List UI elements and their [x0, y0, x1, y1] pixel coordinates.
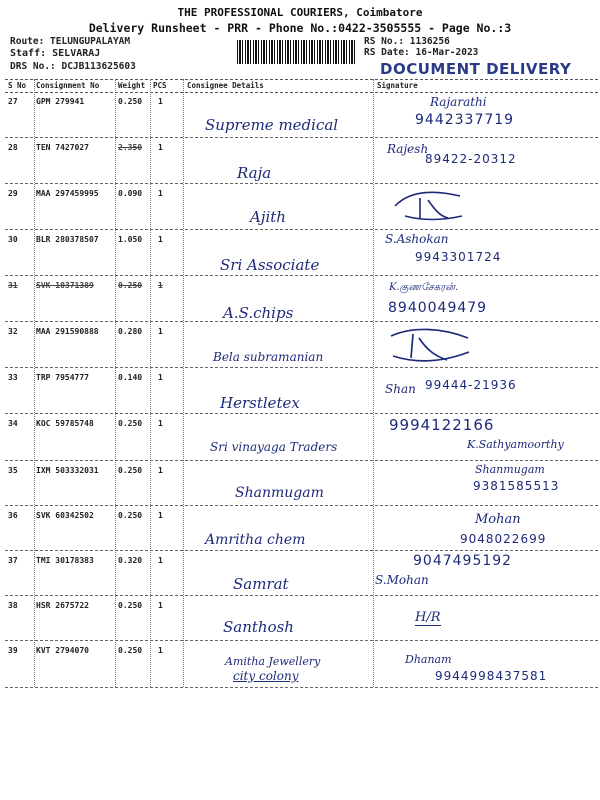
- row-consignee: Santhosh: [223, 618, 294, 636]
- row-weight: 0.280: [118, 327, 143, 336]
- row-sno: 27: [8, 97, 18, 106]
- row-signature: S.Ashokan: [385, 232, 449, 246]
- row-sno: 32: [8, 327, 18, 336]
- row-weight: 0.250: [118, 281, 143, 290]
- row-consignment: TEN 7427027: [36, 143, 89, 152]
- row-pcs: 1: [158, 601, 163, 610]
- table-row: [5, 138, 598, 184]
- row-sno: 38: [8, 601, 18, 610]
- row-consignment: BLR 280378507: [36, 235, 99, 244]
- row-pcs: 1: [158, 419, 163, 428]
- row-weight: 0.250: [118, 419, 143, 428]
- barcode: [237, 40, 355, 64]
- row-signature: H/R: [415, 610, 441, 625]
- row-consignee: Supreme medical: [205, 116, 339, 134]
- signature-scribble: [383, 326, 473, 364]
- row-sno: 37: [8, 556, 18, 565]
- row-pcs: 1: [158, 511, 163, 520]
- row-consignment: KOC 59785748: [36, 419, 94, 428]
- row-pcs: 1: [158, 97, 163, 106]
- row-phone: 8940049479: [388, 300, 488, 316]
- row-pcs: 1: [158, 189, 163, 198]
- row-consignment: IXM 503332031: [36, 466, 99, 475]
- row-sno: 28: [8, 143, 18, 152]
- row-signature: Mohan: [475, 512, 521, 527]
- row-sno: 31: [8, 281, 18, 290]
- row-pcs: 1: [158, 466, 163, 475]
- row-phone: 9943301724: [415, 250, 502, 264]
- row-sno: 33: [8, 373, 18, 382]
- row-sno: 34: [8, 419, 18, 428]
- row-signature: Shanmugam: [475, 463, 545, 476]
- row-consignee: Sri Associate: [220, 256, 320, 274]
- row-consignment: TMI 30178383: [36, 556, 94, 565]
- route-field: Route: TELUNGUPALAYAM: [10, 36, 131, 47]
- row-signature: Dhanam: [405, 653, 452, 666]
- table-row: [5, 506, 598, 551]
- row-weight: 0.320: [118, 556, 143, 565]
- staff-field: Staff: SELVARAJ: [10, 48, 101, 59]
- row-signature: Rajesh: [387, 142, 429, 156]
- row-pcs: 1: [158, 373, 163, 382]
- row-weight: 0.250: [118, 511, 143, 520]
- row-phone: 99444-21936: [425, 378, 517, 392]
- table-row: [5, 641, 598, 688]
- row-signature: S.Mohan: [375, 573, 429, 587]
- row-phone: 9048022699: [460, 532, 547, 546]
- table-row: [5, 596, 598, 641]
- col-consignment: Consignment No: [36, 81, 100, 90]
- row-weight: 0.250: [118, 601, 143, 610]
- row-consignment: KVT 2794070: [36, 646, 89, 655]
- row-weight: 0.250: [118, 646, 143, 655]
- table-header: [5, 79, 598, 93]
- company-title: THE PROFESSIONAL COURIERS, Coimbatore: [177, 6, 423, 19]
- row-phone: 9442337719: [415, 112, 515, 128]
- table-row: [5, 414, 598, 461]
- document-delivery-stamp: DOCUMENT DELIVERY: [380, 60, 572, 78]
- table-row: [5, 461, 598, 506]
- row-phone: 9047495192: [413, 553, 513, 569]
- row-weight: 0.140: [118, 373, 143, 382]
- drs-field: DRS No.: DCJB113625603: [10, 61, 136, 72]
- row-sno: 29: [8, 189, 18, 198]
- row-phone: 9994122166: [389, 416, 495, 434]
- row-weight: 1.050: [118, 235, 143, 244]
- table-row: [5, 276, 598, 322]
- row-signature: Rajarathi: [430, 95, 487, 109]
- row-pcs: 1: [158, 327, 163, 336]
- row-consignee: Sri vinayaga Traders: [210, 440, 338, 454]
- row-consignee: Amritha chem: [205, 532, 306, 548]
- row-sno: 36: [8, 511, 18, 520]
- row-consignment: SVK 10371389: [36, 281, 94, 290]
- row-consignee: Samrat: [233, 575, 289, 593]
- table-row: [5, 322, 598, 368]
- col-consignee: Consignee Details: [187, 81, 264, 90]
- row-weight: 2.350: [118, 143, 143, 152]
- row-sno: 30: [8, 235, 18, 244]
- row-phone: 89422-20312: [425, 152, 517, 166]
- row-consignee: Amitha Jewellery: [225, 655, 321, 668]
- row-consignee: Shanmugam: [235, 485, 324, 501]
- row-signature: K.குணசேகரன்.: [389, 282, 459, 293]
- row-pcs: 1: [158, 235, 163, 244]
- row-consignee: A.S.chips: [223, 304, 294, 322]
- table-row: [5, 92, 598, 138]
- row-pcs: 1: [158, 556, 163, 565]
- row-consignment: MAA 291590888: [36, 327, 99, 336]
- col-weight: Weight: [118, 81, 146, 90]
- signature-scribble: [390, 188, 470, 222]
- row-consignment: HSR 2675722: [36, 601, 89, 610]
- row-pcs: 1: [158, 646, 163, 655]
- row-consignee: Herstletex: [220, 394, 300, 412]
- row-weight: 0.250: [118, 97, 143, 106]
- row-consignee-line2: city colony: [233, 669, 299, 683]
- row-consignment: SVK 60342502: [36, 511, 94, 520]
- row-sno: 35: [8, 466, 18, 475]
- row-consignment: MAA 297459995: [36, 189, 99, 198]
- row-consignment: TRP 7954777: [36, 373, 89, 382]
- row-consignee: Raja: [237, 164, 272, 182]
- row-phone: 9944998437581: [435, 669, 548, 683]
- row-phone: 9381585513: [473, 479, 560, 493]
- row-signature: Shan: [385, 382, 416, 396]
- row-consignee: Bela subramanian: [213, 350, 324, 364]
- table-row: [5, 184, 598, 230]
- col-signature: Signature: [377, 81, 418, 90]
- col-sno: S No: [8, 81, 27, 90]
- rs-date-field: RS Date: 16-Mar-2023: [364, 47, 479, 58]
- row-sno: 39: [8, 646, 18, 655]
- table-row: [5, 368, 598, 414]
- table-row: [5, 551, 598, 596]
- table-row: [5, 230, 598, 276]
- row-weight: 0.090: [118, 189, 143, 198]
- rs-no-field: RS No.: 1136256: [364, 36, 450, 47]
- row-consignment: GPM 279941: [36, 97, 85, 106]
- col-pcs: PCS: [153, 81, 167, 90]
- runsheet-title: Delivery Runsheet - PRR - Phone No.:0422-3505555 - Page No.:3: [88, 21, 512, 35]
- row-signature: K.Sathyamoorthy: [467, 438, 564, 451]
- row-pcs: 1: [158, 281, 163, 290]
- row-pcs: 1: [158, 143, 163, 152]
- row-weight: 0.250: [118, 466, 143, 475]
- row-consignee: Ajith: [250, 208, 286, 226]
